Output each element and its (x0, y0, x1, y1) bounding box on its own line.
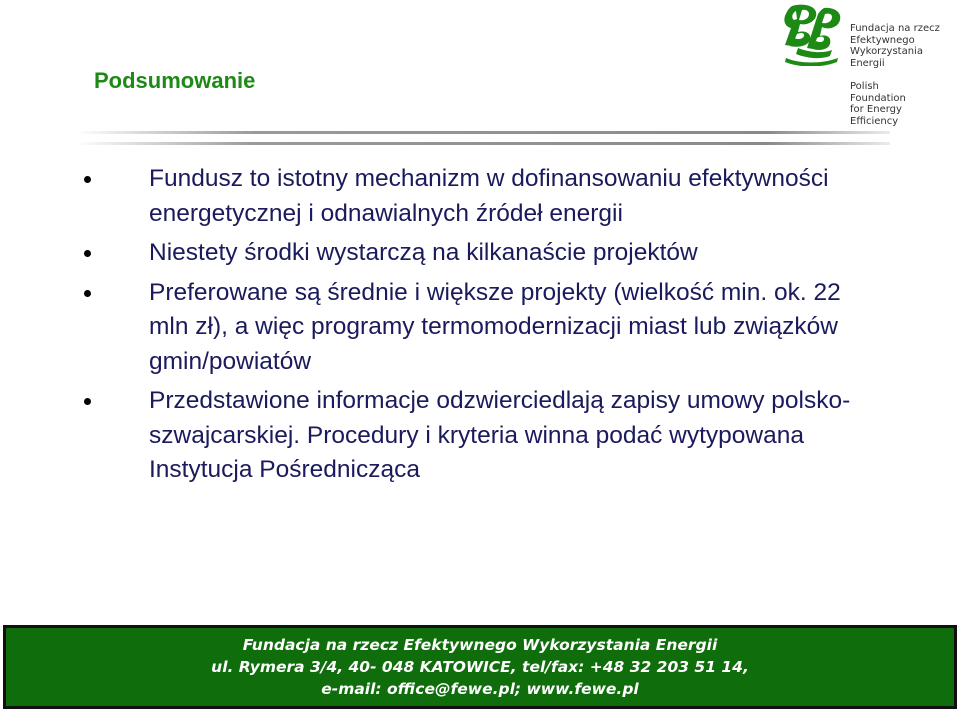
bullet-item: Preferowane są średnie i większe projekty (wielkość min. ok. 22 mln zł), a więc programy termomodernizacji miast lub związków gmin/powiatów (80, 276, 870, 380)
bullet-item: Przedstawione informacje odzwierciedlają zapisy umowy polsko-szwajcarskiej. Procedury i kryteria winna podać wytypowana Instytucja Pośrednicząca (80, 384, 870, 488)
slide-title: Podsumowanie (94, 68, 256, 93)
footer-contact: e-mail: office@fewe.pl; www.fewe.pl (321, 680, 639, 698)
bullet-item: Niestety środki wystarczą na kilkanaście projektów (80, 236, 870, 271)
bullet-dot-icon (84, 176, 91, 183)
fewe-logo-mark-icon (778, 2, 846, 66)
header-divider-top (75, 131, 890, 134)
logo-name-pl: Fundacja na rzecz Efektywnego Wykorzystania Energii (850, 23, 940, 69)
bullet-dot-icon (84, 398, 91, 405)
footer-banner (3, 625, 957, 709)
bullet-list (80, 162, 870, 488)
footer-organization: Fundacja na rzecz Efektywnego Wykorzystania Energii (242, 636, 718, 654)
bullet-dot-icon (84, 250, 91, 257)
bullet-item: Fundusz to istotny mechanizm w dofinansowaniu efektywności energetycznej i odnawialnych źródeł energii (80, 162, 870, 231)
footer-address: ul. Rymera 3/4, 40- 048 KATOWICE, tel/fax: +48 32 203 51 14, (211, 658, 749, 676)
bullet-dot-icon (84, 290, 91, 297)
logo-name-en: Polish Foundation for Energy Efficiency (850, 81, 906, 127)
header-divider-bottom (75, 142, 890, 145)
fewe-logo (778, 2, 956, 130)
